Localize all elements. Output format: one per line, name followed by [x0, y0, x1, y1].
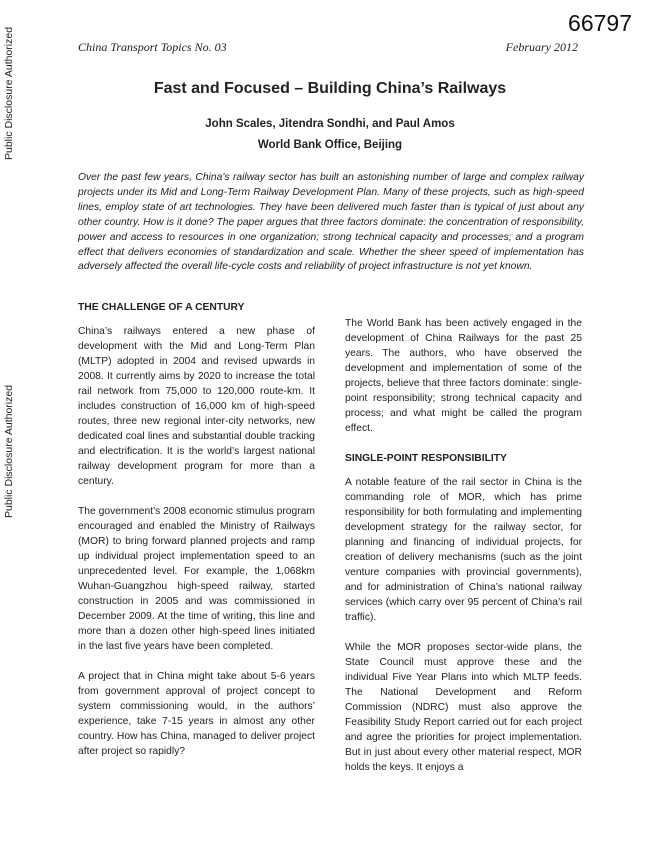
- affiliation: World Bank Office, Beijing: [257, 139, 403, 151]
- right-column: [345, 316, 582, 790]
- abstract: Over the past few years, China’s railway sector has built an astonishing number of large and complex railway projects under its Mid and Long-Term Railway Development Plan. Many of these projects, such as high-speed lines, employ state of art technologies. They have been delivered much faster than is typical of just about any other country. How is it done? The paper argues that three factors dominate: the concentration of responsibility, power and access to resources in one organization; strong technical capacity and processes; and a program effect that delivers economies of standardization and scale. Whether the sheer speed of implementation has adversely affected the overall life-cycle costs and reliability of project infrastructure is not yet known.: [78, 172, 584, 273]
- paragraph: The government’s 2008 economic stimulus program encouraged and enabled the Ministry of Railways (MOR) to bring forward planned projects and ramp up individual project implementation speed to an unprecedented level. For example, the 1,068km Wuhan-Guangzhou high-speed railway, started construction in 2005 and was commissioned in December 2009. At the time of writing, this line and more than a dozen other high-speed lines initiated in the last five years have been completed.: [78, 506, 315, 652]
- paragraph: While the MOR proposes sector-wide plans, the State Council must approve these and the individual Five Year Plans into which MLTP feeds. The National Development and Reform Commission (NDRC) must also approve the Feasibility Study Report carried out for each project and agree the priorities for project implementation. But in just about every other material respect, MOR holds the keys. It enjoys a: [345, 642, 582, 773]
- disclosure-label-bottom: Public Disclosure Authorized: [3, 384, 15, 518]
- paper-title: Fast and Focused – Building China’s Railways: [153, 80, 507, 97]
- paragraph: The World Bank has been actively engaged in the development of China Railways for the past 25 years. The authors, who have observed the development and implementation of some of the projects, believe that three factors dominate: single-point responsibility; strong technical capacity and process; and what might be called the program effect.: [345, 318, 582, 434]
- paragraph: China’s railways entered a new phase of development with the Mid and Long-Term Plan (MLTP) adopted in 2004 and revised upwards in 2008. It currently aims by 2020 to increase the total rail network from 75,000 to 120,000 route-km. It includes construction of 16,000 km of high-speed routes, three new regional inter-city networks, new dedicated coal lines and substantial double tracking and electrification. It is the world’s largest national railway development program for more than a century.: [78, 326, 315, 487]
- left-column: [78, 300, 315, 774]
- disclosure-label-top: Public Disclosure Authorized: [3, 26, 15, 160]
- author-list: John Scales, Jitendra Sondhi, and Paul Amos: [205, 118, 455, 130]
- section-heading-single-point: SINGLE-POINT RESPONSIBILITY: [345, 453, 507, 464]
- paragraph: A project that in China might take about 5-6 years from government approval of project concept to system commissioning would, in the authors’ experience, take 7-15 years in almost any other country. How has China, managed to deliver project after project so rapidly?: [78, 671, 315, 757]
- date-header: February 2012: [505, 40, 578, 54]
- document-id: 66797: [568, 10, 632, 36]
- paragraph: A notable feature of the rail sector in China is the commanding role of MOR, which has prime responsibility for both formulating and implementing development strategy for the railway sector, for planning and financing of individual projects, for creation of delivery mechanisms (such as the joint venture companies with provincial governments), and for administration of China’s national railway services (which carry over 95 percent of China’s rail traffic).: [345, 477, 582, 623]
- section-heading-challenge: THE CHALLENGE OF A CENTURY: [78, 302, 245, 313]
- series-header: China Transport Topics No. 03: [78, 40, 227, 54]
